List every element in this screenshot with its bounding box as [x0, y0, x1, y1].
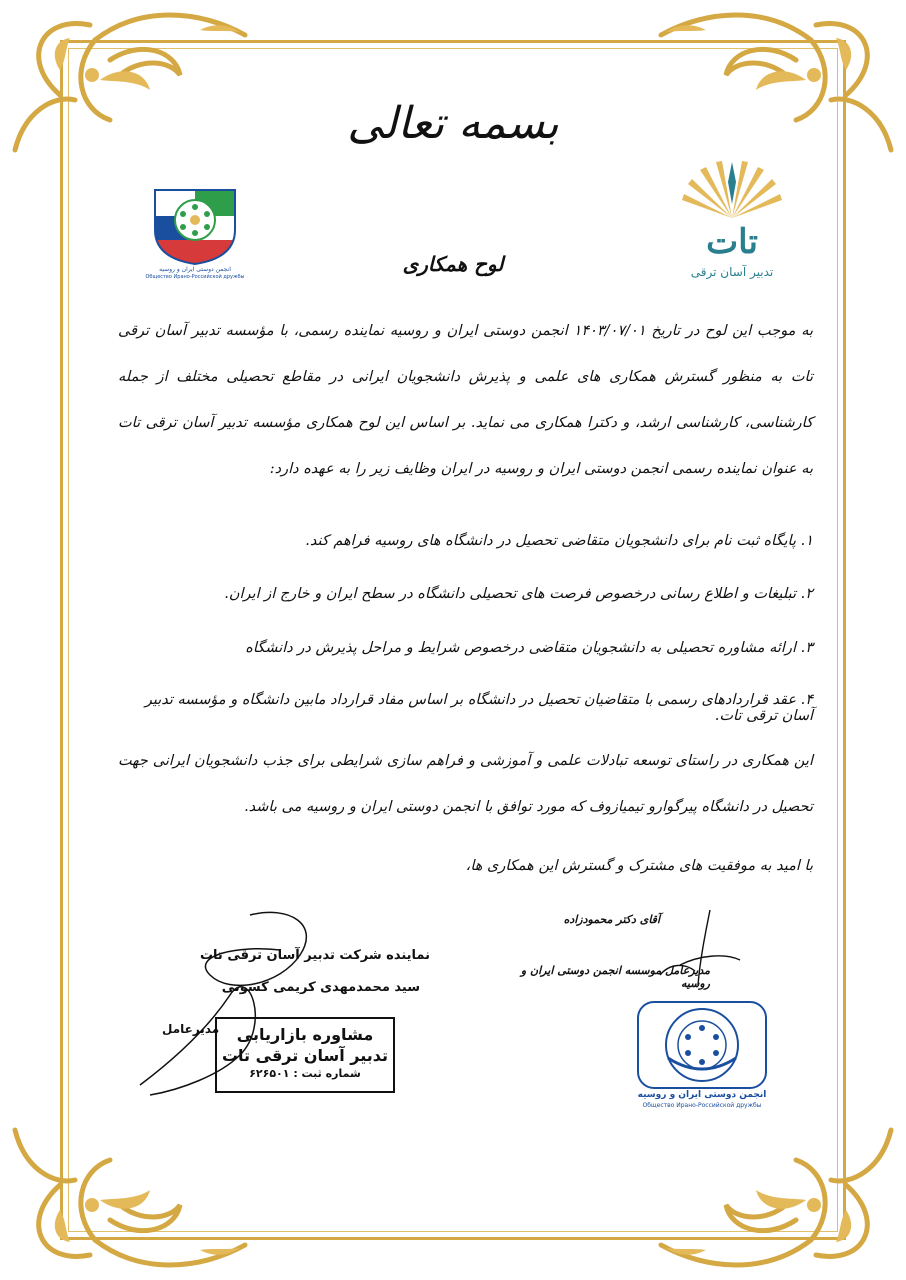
wish-line: با امید به موفقیت های مشترک و گسترش این همکاری ها، [465, 858, 813, 874]
seal-emblem-icon [634, 1000, 770, 1090]
tat-tagline: تدبیر آسان ترقی [690, 265, 774, 279]
list-item: ۱. پایگاه ثبت نام برای دانشجویان متقاضی تحصیل در دانشگاه های روسیه فراهم کند. [305, 533, 813, 549]
right-signer-role: مدیرعامل موسسه انجمن دوستی ایران و روسیه [520, 964, 710, 990]
document-title: لوح همکاری [402, 252, 504, 276]
left-signer-role: مدیرعامل [162, 1022, 220, 1036]
corner-ornament-icon [646, 0, 906, 180]
list-item: ۴. عقد قراردادهای رسمی با متقاضیان تحصیل در دانشگاه بر اساس مفاد قرارداد مابین دانشگاه و مؤسسه تدبیر آسان ترقی تات. [144, 692, 813, 724]
logo-caption-fa: انجمن دوستی ایران و روسیه [159, 266, 231, 273]
left-signer-company: نماینده شرکت تدبیر آسان ترقی تات [199, 948, 430, 963]
intro-paragraph: به موجب این لوح در تاریخ ۱۴۰۳/۰۷/۰۱ انجمن دوستی ایران و روسیه نماینده رسمی، با مؤسسه تدبیر آسان ترقی تات به منظور گسترش همکاری های علمی و پذیرش دانشجویان ایرانی در مقاطع تحصیلی مختلف از جمله کارشناسی، کارشناسی ارشد، و دکترا همکاری می نماید. بر اساس این لوح همکاری مؤسسه تدبیر آسان ترقی تات به عنوان نماینده رسمی انجمن دوستی ایران و روسیه در ایران وظایف زیر را به عهده دارد: [118, 323, 814, 477]
corner-ornament-icon [0, 1100, 260, 1280]
seal-caption-ru: Общество Ирано-Российской дружбы [642, 1102, 762, 1109]
list-item: ۳. ارائه مشاوره تحصیلی به دانشجویان متقاضی درخصوص شرایط و مراحل پذیرش در دانشگاه [245, 640, 813, 656]
bismillah-heading: بسمه تعالی [347, 98, 559, 149]
closing-paragraph: این همکاری در راستای توسعه تبادلات علمی و آموزشی و فراهم سازی شرایطی برای جذب دانشجویان ایرانی جهت تحصیل در دانشگاه پیرگوارو تیمیازوف که مورد توافق با انجمن دوستی ایران و روسیه می باشد. [118, 753, 813, 815]
list-item: ۲. تبلیغات و اطلاع رسانی درخصوص فرصت های تحصیلی دانشگاه در سطح ایران و خارج از ایران. [224, 586, 813, 602]
company-stamp [215, 1017, 395, 1093]
corner-ornament-icon [646, 1100, 906, 1280]
right-signer-name: آقای دکتر محمودزاده [563, 913, 660, 926]
stamp-line-3: شماره ثبت : ۶۲۶۵۰۱ [249, 1067, 361, 1080]
corner-ornament-icon [0, 0, 260, 180]
left-signer-name: سید محمدمهدی کریمی کسوتی [221, 980, 420, 995]
association-seal [634, 1000, 770, 1115]
seal-caption-fa: انجمن دوستی ایران و روسیه [637, 1090, 767, 1100]
pen-fan-icon [672, 160, 792, 222]
stamp-line-1: مشاوره بازاریابی [236, 1025, 374, 1044]
tat-brand-text: تات [706, 222, 758, 262]
logo-caption-ru: Общество Ирано-Российской дружбы [145, 274, 245, 280]
stamp-line-2: تدبیر آسان ترقی تات [221, 1046, 389, 1065]
